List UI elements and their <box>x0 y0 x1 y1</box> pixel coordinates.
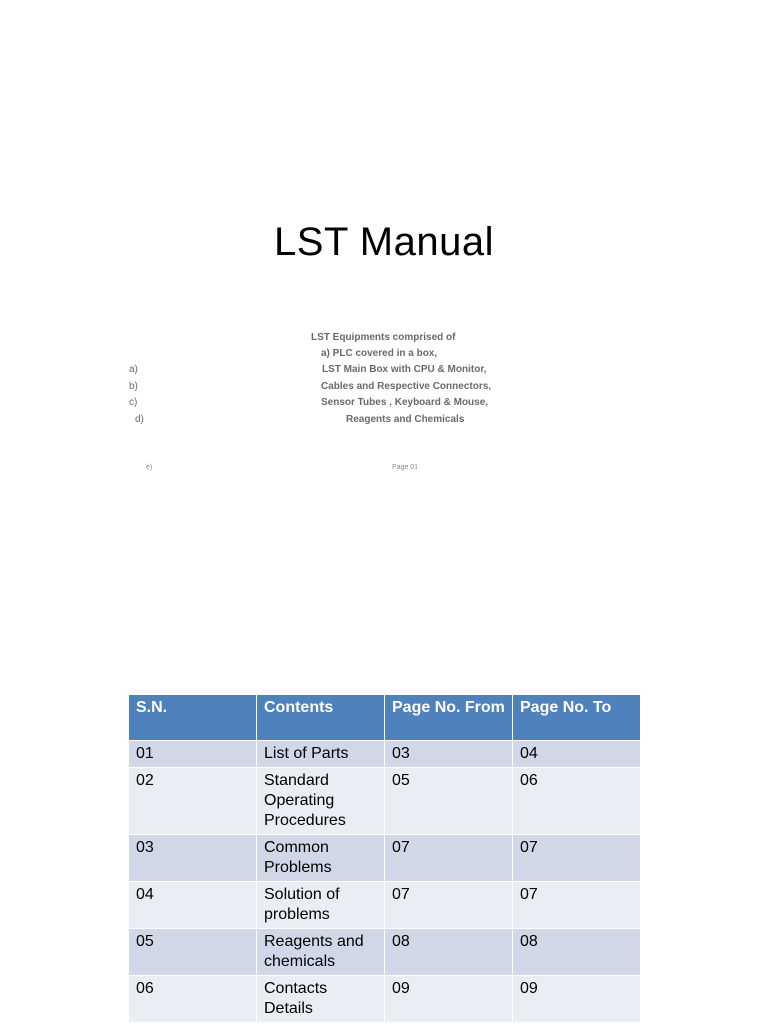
cell-page-from: 09 <box>385 976 513 1023</box>
table-row <box>129 768 641 835</box>
cell-sn: 06 <box>129 976 257 1023</box>
table-row <box>129 835 641 882</box>
cell-page-to: 06 <box>513 768 641 835</box>
header-contents: Contents <box>257 695 385 741</box>
page-title: LST Manual <box>274 220 494 264</box>
cell-page-to: 07 <box>513 882 641 929</box>
intro-item-text: Sensor Tubes , Keyboard & Mouse, <box>321 397 489 408</box>
intro-item-text: Cables and Respective Connectors, <box>321 381 492 392</box>
contents-table <box>128 694 641 1023</box>
intro-item-letter: a) <box>129 364 138 375</box>
header-page-to: Page No. To <box>513 695 641 741</box>
cell-page-from: 07 <box>385 882 513 929</box>
intro-item-letter: b) <box>129 381 138 392</box>
table-row <box>129 929 641 976</box>
intro-item-text: Reagents and Chemicals <box>346 414 465 425</box>
cell-page-to: 07 <box>513 835 641 882</box>
cell-page-to: 08 <box>513 929 641 976</box>
cell-page-from: 03 <box>385 741 513 768</box>
cell-contents: Common Problems <box>257 835 385 882</box>
cell-sn: 04 <box>129 882 257 929</box>
table-row <box>129 741 641 768</box>
intro-item-letter: c) <box>129 397 138 408</box>
cell-sn: 03 <box>129 835 257 882</box>
table-row <box>129 976 641 1023</box>
cell-contents: List of Parts <box>257 741 385 768</box>
table-row <box>129 882 641 929</box>
cell-page-to: 09 <box>513 976 641 1023</box>
cell-sn: 05 <box>129 929 257 976</box>
cell-sn: 02 <box>129 768 257 835</box>
cell-page-from: 05 <box>385 768 513 835</box>
footer-letter: e) <box>146 464 153 471</box>
cell-page-from: 07 <box>385 835 513 882</box>
intro-item-a-inline: a) PLC covered in a box, <box>321 348 438 359</box>
table-header-row <box>129 695 641 741</box>
intro-heading: LST Equipments comprised of <box>311 332 456 343</box>
cell-contents: Standard Operating Procedures <box>257 768 385 835</box>
cell-page-to: 04 <box>513 741 641 768</box>
header-page-from: Page No. From <box>385 695 513 741</box>
cell-contents: Contacts Details <box>257 976 385 1023</box>
cell-contents: Solution of problems <box>257 882 385 929</box>
intro-item-letter: d) <box>135 414 144 425</box>
intro-item-text: LST Main Box with CPU & Monitor, <box>322 364 487 375</box>
cell-contents: Reagents and chemicals <box>257 929 385 976</box>
cell-sn: 01 <box>129 741 257 768</box>
footer-page-number: Page 01 <box>392 464 419 471</box>
header-sn: S.N. <box>129 695 257 741</box>
cell-page-from: 08 <box>385 929 513 976</box>
